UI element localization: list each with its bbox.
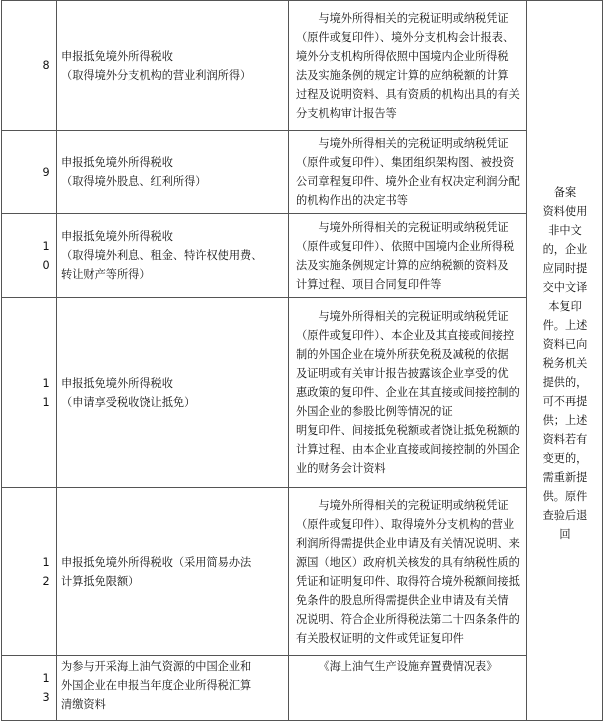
table-row bbox=[2, 656, 603, 721]
doc-line: 公司章程复印件、境外企业有权决定利润分配 bbox=[296, 175, 520, 188]
remark-line: 交中文译 bbox=[542, 281, 588, 294]
remark-line: 备案 bbox=[553, 186, 577, 199]
remark-line: 查验后退 bbox=[542, 509, 588, 522]
remark-line: 税务机关 bbox=[542, 357, 588, 370]
item-line: （取得境外分支机构的营业利润所得） bbox=[61, 68, 252, 82]
doc-line: 分支机构审计报告等 bbox=[296, 106, 397, 120]
row-number: 1 0 bbox=[42, 239, 50, 272]
remark-line: 供。原件 bbox=[542, 490, 588, 503]
doc-line: 过程及说明资料、具有资质的机构出具的有关 bbox=[296, 87, 520, 101]
remark-line: 资料使用 bbox=[542, 205, 588, 218]
doc-line: 境外分支机构所得依照中国境内企业所得税 bbox=[296, 49, 509, 63]
doc-line: （原件或复印件）、本企业及其直接或间接控 bbox=[296, 329, 515, 342]
item-cell bbox=[57, 656, 289, 721]
row-number: 1 2 bbox=[42, 555, 50, 588]
remark-line: 提供的， bbox=[542, 376, 588, 389]
doc-line: （原件或复印件）、集团组织架构图、被投资 bbox=[296, 156, 515, 169]
item-line: （取得境外利息、租金、特许权使用费、 bbox=[61, 249, 263, 262]
item-text bbox=[57, 553, 288, 591]
row-number: 9 bbox=[42, 165, 50, 179]
row-number-cell bbox=[2, 1, 57, 131]
item-line: 申报抵免境外所得税收 bbox=[61, 49, 173, 63]
item-line: 清缴资料 bbox=[61, 698, 106, 711]
item-cell bbox=[57, 131, 289, 214]
doc-line: 凭证和证明复印件、取得符合境外税额间接抵 bbox=[296, 574, 520, 588]
documents-text bbox=[289, 134, 526, 210]
remark-line: 可不再提 bbox=[542, 395, 588, 408]
doc-line: 与境外所得相关的完税证明或纳税凭证 bbox=[318, 498, 509, 512]
documents-cell bbox=[289, 214, 527, 298]
documents-text bbox=[289, 656, 526, 676]
doc-line: 业的财务会计资料 bbox=[296, 462, 386, 475]
doc-line: 况说明、符合企业所得税法第二十四条条件的 bbox=[296, 612, 520, 626]
table-row bbox=[2, 488, 603, 656]
documents-cell bbox=[289, 656, 527, 721]
item-line: 申报抵免境外所得税收 bbox=[61, 376, 173, 390]
doc-line: 明复印件、间接抵免税额或者饶让抵免税额的 bbox=[296, 424, 520, 437]
doc-line: 法及实施条例规定计算的应纳税额的资料及 bbox=[296, 258, 509, 272]
remarks-cell bbox=[527, 1, 603, 721]
row-number: 1 3 bbox=[42, 672, 50, 704]
documents-cell bbox=[289, 1, 527, 131]
remark-line: 资料已向 bbox=[542, 338, 588, 351]
item-line: 申报抵免境外所得税收（采用简易办法 bbox=[61, 555, 252, 569]
row-number-cell bbox=[2, 298, 57, 488]
remark-line: 资料若有 bbox=[542, 433, 588, 446]
doc-line: （原件或复印件）、取得境外分支机构的营业 bbox=[296, 517, 515, 531]
item-text bbox=[57, 153, 288, 191]
doc-line: 法及实施条例的规定计算的应纳税额的计算 bbox=[296, 68, 509, 82]
doc-line: （原件或复印件）、依照中国境内企业所得税 bbox=[296, 239, 515, 253]
remarks-text bbox=[527, 177, 602, 544]
row-number-cell bbox=[2, 656, 57, 721]
remark-line: 的，企业 bbox=[542, 243, 588, 256]
documents-cell bbox=[289, 298, 527, 488]
table-row bbox=[2, 298, 603, 488]
doc-line: 计算过程、由本企业直接或间接控制的外国企 bbox=[296, 443, 520, 456]
row-number-cell bbox=[2, 214, 57, 298]
doc-line: 及证明或有关审计报告披露该企业享受的优 bbox=[296, 367, 509, 380]
documents-text bbox=[289, 9, 526, 123]
item-line: 外国企业在申报当年度企业所得税汇算 bbox=[61, 679, 252, 692]
documents-text bbox=[289, 218, 526, 294]
item-line: 申报抵免境外所得税收 bbox=[61, 156, 173, 169]
item-line: 转让财产等所得） bbox=[61, 268, 151, 281]
doc-line: 《海上油气生产设施弃置费情况表》 bbox=[318, 660, 498, 673]
item-cell bbox=[57, 488, 289, 656]
doc-line: 与境外所得相关的完税证明或纳税凭证 bbox=[318, 137, 509, 150]
item-line: （取得境外股息、红利所得） bbox=[61, 175, 207, 188]
documents-text bbox=[289, 307, 526, 478]
doc-line: 与境外所得相关的完税证明或纳税凭证 bbox=[318, 220, 509, 234]
remark-line: 非中文 bbox=[548, 224, 582, 237]
item-line: 计算抵免限额） bbox=[61, 574, 140, 588]
row-number: 8 bbox=[42, 59, 50, 72]
remark-line: 件。上述 bbox=[542, 319, 588, 332]
documents-cell bbox=[289, 488, 527, 656]
item-cell bbox=[57, 1, 289, 131]
item-text bbox=[57, 374, 288, 412]
doc-line: 制的外国企业在境外所获免税及减税的依据 bbox=[296, 348, 509, 361]
remark-line: 供；上述 bbox=[542, 414, 588, 427]
doc-line: 与境外所得相关的完税证明或纳税凭证 bbox=[318, 310, 509, 323]
table-row bbox=[2, 131, 603, 214]
row-number-cell bbox=[2, 131, 57, 214]
item-text bbox=[57, 47, 288, 85]
documents-text bbox=[289, 496, 526, 648]
row-number: 1 1 bbox=[42, 376, 50, 409]
remark-line: 回 bbox=[559, 528, 571, 541]
doc-line: 计算过程、项目合同复印件等 bbox=[296, 277, 442, 291]
item-text bbox=[57, 227, 288, 284]
doc-line: 源国（地区）政府机关核发的具有纳税性质的 bbox=[296, 555, 520, 569]
filing-documents-table bbox=[1, 0, 603, 721]
doc-line: 惠政策的复印件、企业在其直接或间接控制的 bbox=[296, 386, 520, 399]
remark-line: 变更的， bbox=[542, 452, 588, 465]
doc-line: （原件或复印件）、境外分支机构会计报表、 bbox=[296, 30, 515, 44]
item-line: 申报抵免境外所得税收 bbox=[61, 230, 173, 243]
item-cell bbox=[57, 298, 289, 488]
doc-line: 有关股权证明的文件或凭证复印件 bbox=[296, 631, 464, 645]
remark-line: 本复印 bbox=[548, 300, 582, 313]
table-row bbox=[2, 1, 603, 131]
remark-line: 需重新提 bbox=[542, 471, 588, 484]
table-row bbox=[2, 214, 603, 298]
item-line: 为参与开采海上油气资源的中国企业和 bbox=[61, 660, 252, 673]
remark-line: 应同时提 bbox=[542, 262, 588, 275]
doc-line: 的机构作出的决定书等 bbox=[296, 194, 408, 207]
doc-line: 免条件的股息所得需提供企业申请及有关情 bbox=[296, 593, 509, 607]
row-number-cell bbox=[2, 488, 57, 656]
item-line: （申请享受税收饶让抵免） bbox=[61, 395, 196, 409]
item-cell bbox=[57, 214, 289, 298]
item-text bbox=[57, 656, 288, 714]
documents-cell bbox=[289, 131, 527, 214]
doc-line: 与境外所得相关的完税证明或纳税凭证 bbox=[318, 11, 509, 25]
doc-line: 外国企业的参股比例等情况的证 bbox=[296, 405, 453, 418]
doc-line: 利润所得需提供企业申请及有关情况说明、来 bbox=[296, 536, 520, 550]
